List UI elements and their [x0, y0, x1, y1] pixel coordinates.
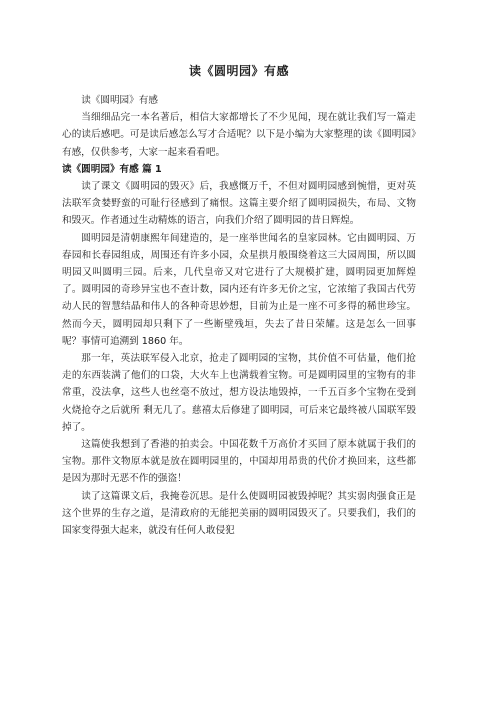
- section-heading: 读《圆明园》有感 篇 1: [62, 163, 162, 175]
- body-paragraph-5: 读了这篇课文后，我掩卷沉思。是什么使圆明园被毁掉呢？其实弱肉强食正是这个世界的生存之道，是清政府的无能把美丽的圆明园毁灭了。只要我们，我们的国家变得强大起来，就没有任何人敢侵犯: [62, 490, 416, 537]
- document-title: 读《圆明园》有感: [188, 64, 289, 78]
- body-paragraph-4: 这篇使我想到了香港的拍卖会。中国花数千万高价才买回了原本就属于我们的宝物。那件文物原本就是放在圆明园里的，中国却用昂贵的代价才换回来，这些都是因为那时无恶不作的强盗！: [62, 439, 416, 485]
- subtitle-line: 读《圆明园》有感: [81, 95, 158, 106]
- body-paragraph-1: 读了课文《圆明园的毁灭》后，我感慨万千，不但对圆明园感到惋惜，更对英法联军贪婪野蛮的可耻行径感到了痛恨。这篇主要介绍了圆明园损失，布局、文物和毁灭。作者通过生动精炼的语言，向我们介绍了圆明园的昔日辉煌。: [62, 181, 416, 227]
- body-paragraph-3: 那一年，英法联军侵入北京，抢走了圆明园的宝物，其价值不可估量，他们抢走的东西装满了他们的口袋，大火车上也满载着宝物。可是圆明园里的宝物有的非常重，没法拿，这些人也丝毫不放过，想方设法地毁掉，一千五百多个宝物在受到火烧抢夺之后就所 剩无几了。慈禧太后修建了圆明园，可后来它最终被八国联军毁掉了。: [62, 353, 416, 433]
- intro-paragraph: 当细细品完一本名著后，相信大家都增长了不少见闻，现在就让我们写一篇走心的读后感吧。可是读后感怎么写才合适呢？以下是小编为大家整理的读《圆明园》有感，仅供参考，大家一起来看看吧。: [62, 112, 416, 158]
- body-paragraph-2: 圆明园是清朝康熙年间建造的，是一座举世闻名的皇家园林。它由圆明园、万春园和长春园组成，周围还有许多小园，众星拱月般围绕着这三大园周围，所以圆明园又叫圆明三园。后来，几代皇帝又对它进行了大规模扩建，圆明园更加辉煌了。圆明园的奇珍异宝也不查计数，园内还有许多无价之宝，它浓缩了我国古代劳动人民的智慧结晶和伟人的各种奇思妙想，目前为止是一座不可多得的稀世珍宝。然而今天，圆明园却只剩下了一些断壁残垣，失去了昔日荣耀。这是怎么一回事呢？事情可追溯到 1860 年。: [62, 232, 416, 347]
